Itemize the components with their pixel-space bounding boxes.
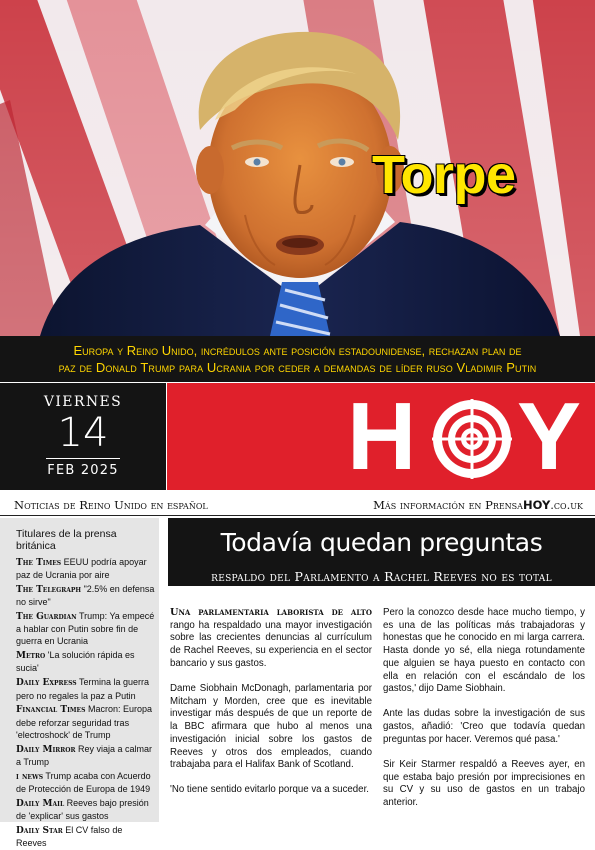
tagline-left: Noticias de Reino Unido en español (14, 498, 208, 512)
sidebar-headline (16, 797, 155, 823)
article-column-2 (383, 607, 585, 822)
deck-line-2: paz de Donald Trump para Ucrania por ceder a demandas de líder ruso Vladimir Putin (58, 360, 537, 375)
sidebar-headline (16, 583, 155, 609)
article-subtitle: respaldo del Parlamento a Rachel Reeves no es total (211, 569, 552, 584)
sidebar-headline (16, 770, 155, 796)
headline-text: Macron: Europa debe reforzar seguridad tras 'electroshock' de Trump (16, 704, 153, 740)
target-icon (430, 397, 514, 481)
sidebar-title: Titulares de la prensa británica (16, 528, 117, 553)
tagline-right-suffix: .co.uk (550, 498, 583, 512)
article-paragraph: 'No tiene sentido evitarlo porque va a suceder. (170, 784, 369, 796)
headline-source: Daily Star (16, 826, 63, 837)
headline-source: Daily Mail (16, 798, 65, 809)
date-box (0, 383, 166, 490)
headline-text: 'La solución rápida es sucia' (16, 650, 135, 674)
tagline-right[interactable] (373, 498, 583, 512)
headline-text: Trump acaba con Acuerdo de Protección de Europa de 1949 (16, 770, 151, 795)
tagline-right-prefix: Más información en Prensa (373, 498, 523, 512)
headline-text: Reeves bajo presión de 'explicar' sus gastos (16, 797, 149, 822)
article-paragraph-text: rango ha respaldado una mayor investigación sobre las crecientes denuncias al currículum de Rachel Reeves, su experiencia en el sector bancario y sus gastos. (170, 619, 372, 669)
headlines-sidebar (0, 518, 159, 849)
sidebar-headline (16, 703, 155, 741)
date-weekday: VIERNES (43, 394, 123, 410)
article-title: Todavía quedan preguntas (220, 528, 543, 557)
sidebar-headline (16, 610, 155, 648)
tagline-bar (0, 490, 595, 516)
sidebar-headline (16, 743, 155, 769)
headline-source: Daily Mirror (16, 744, 76, 755)
article-header (168, 518, 595, 586)
headline-source: Financial Times (16, 705, 86, 716)
deck-line-1: Europa y Reino Unido, incrédulos ante posición estadounidense, rechazan plan de (73, 343, 522, 358)
article-paragraph (170, 607, 372, 671)
hero-photo (0, 0, 595, 336)
headline-source: Daily Express (16, 678, 77, 689)
headline-source: The Guardian (16, 611, 77, 622)
article-paragraph: Ante las dudas sobre la investigación de sus gastos, añadió: 'Creo que todavía quedan preguntas por hacer. Veremos qué pasa.' (383, 708, 585, 745)
headline-source: Metro (16, 651, 46, 662)
headline-text: Termina la guerra pero no regales la paz a Putin (16, 677, 150, 701)
article-lead: Una parlamentaria laborista de alto (170, 607, 372, 618)
logo-box[interactable] (167, 383, 595, 490)
headline-source: i news (16, 771, 44, 782)
headline-source: The Times (16, 557, 62, 568)
sidebar-headline (16, 556, 155, 582)
headline-text: "2.5% en defensa no sirve" (16, 583, 155, 607)
headline-source: The Telegraph (16, 584, 82, 595)
headline-text: Trump: Ya empecé a hablar con Putin sobre fin de guerra en Ucrania (16, 610, 155, 647)
masthead (0, 383, 595, 490)
date-day-number: 14 (57, 410, 109, 456)
date-separator (46, 458, 120, 459)
headline-text: Rey viaja a calmar a Trump (16, 743, 153, 768)
logo-letter-y: Y (517, 383, 582, 490)
tagline-right-brand: HOY (522, 498, 551, 512)
hero-headline: Torpe (372, 145, 516, 205)
headline-text: El CV falso de Reeves (16, 825, 123, 849)
article-paragraph: Sir Keir Starmer respaldó a Reeves ayer, en que estaba bajo presión por imprecisiones en su CV y su uso de gastos en un trabajo anterior. (383, 759, 585, 809)
article-paragraph: Dame Siobhain McDonagh, parlamentaria por Mitcham y Morden, cree que es inevitable investigar más después de que un reporte de la BBC afirmara que hubo al menos una investigación inicial sobre los gastos de Reeves y otros dos empleados, cuando trabajaba para el Halifax Bank of Scotland. (170, 683, 372, 771)
logo-letter-h: H (347, 383, 417, 490)
sidebar-headline (16, 824, 155, 850)
date-month-year: FEB 2025 (47, 463, 119, 478)
sidebar-headline (16, 649, 155, 675)
article-paragraph: Pero la conozco desde hace mucho tiempo, y es una de las políticas más trabajadoras y honestas que he conocido en mi larga carrera. Hasta donde yo sé, ella niega rotundamente que alguien se haya puesto en contacto con ella en relación con el escándalo de los gastos,' dijo Dame Siobhain. (383, 607, 585, 695)
deck-banner (0, 336, 595, 382)
sidebar-headline (16, 676, 155, 702)
article-column-1 (170, 607, 372, 810)
headline-text: EEUU podría apoyar paz de Ucrania por aire (16, 556, 147, 580)
